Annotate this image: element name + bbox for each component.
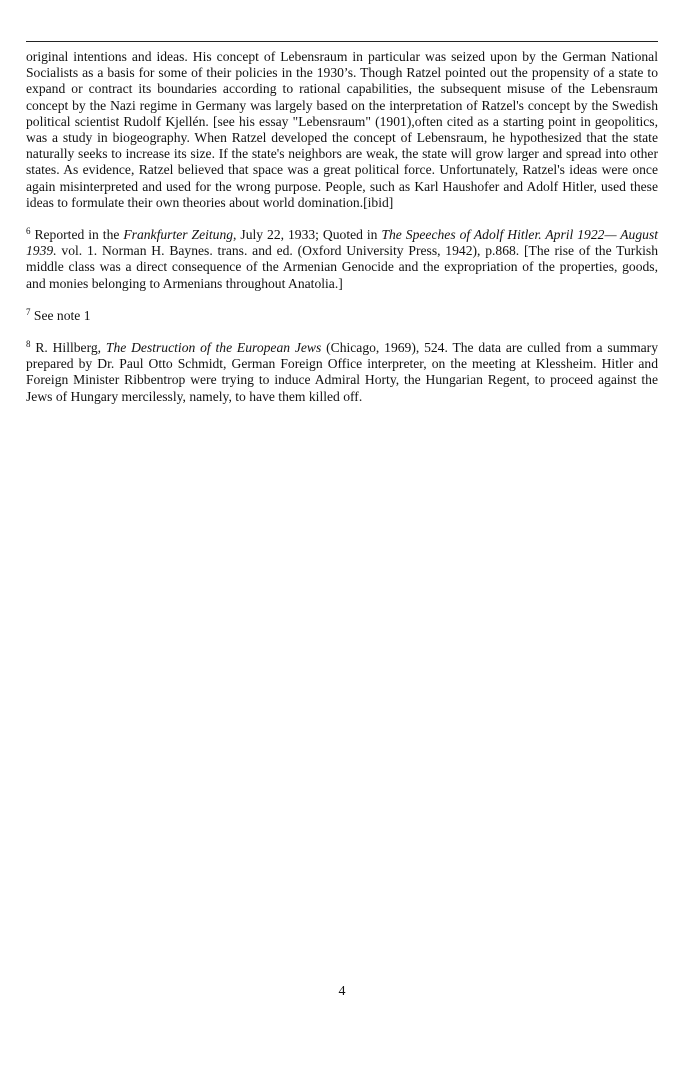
footnote-8-book-title: The Destruction of the European Jews: [105, 340, 322, 356]
footnote-6-marker: 6: [26, 226, 31, 237]
footnote-separator-rule: [26, 41, 658, 42]
footnote-7-text: See note 1: [30, 307, 91, 323]
document-page: [26, 0, 658, 1069]
footnote-6-text-a: Reported in the: [30, 227, 124, 243]
footnote-8-marker: 8: [26, 339, 31, 350]
footnote-6: [26, 227, 658, 292]
footnote-8-text-a: R. Hillberg,: [30, 340, 106, 356]
footnote-7-marker: 7: [26, 306, 31, 317]
footnotes-section: [26, 49, 658, 405]
footnote-8-text-b: (Chicago, 1969), 524. The data are culled from a summary prepared by Dr. Paul Otto Schmidt, German Foreign Office interpreter, on the meeting at Klessheim. Hitler and Foreign Minister Ribbentrop were trying to induce Admiral Horty, the Hungarian Regent, to proceed against the Jews of Hungary mercilessly, namely, to have them killed off.: [26, 340, 658, 404]
footnote-6-book-title: The Speeches of Adolf Hitler. April 1922— August 1939.: [26, 227, 659, 259]
footnote-6-text-b: , July 22, 1933; Quoted in: [233, 227, 382, 243]
footnote-6-text-c: vol. 1. Norman H. Baynes. trans. and ed. (Oxford University Press, 1942), p.868. [The rise of the Turkish middle class was a direct consequence of the Armenian Genocide and the expropriation of the properties, goods, and monies belonging to Armenians throughout Anatolia.]: [26, 243, 658, 291]
footnote-5-continued: original intentions and ideas. His concept of Lebensraum in particular was seized upon by the German National Socialists as a basis for some of their policies in the 1930’s. Though Ratzel pointed out the propensity of a state to expand or contract its boundaries according to rational capabilities, the subsequent misuse of the Lebensraum concept by the Nazi regime in Germany was largely based on the interpretation of Ratzel's concept by the Swedish political scientist Rudolf Kjellén. [see his essay "Lebensraum" (1901),often cited as a starting point in geopolitics, was a study in biogeography. When Ratzel developed the concept of Lebensraum, he hypothesized that the state naturally seeks to increase its size. If the state's neighbors are weak, the state will grow larger and spread into other states. As evidence, Ratzel believed that space was a great political force. Unfortunately, Ratzel's ideas were once again misinterpreted and used for the wrong purpose. People, such as Karl Haushofer and Adolf Hitler, used these ideas to formulate their own theories about world domination.[ibid]: [26, 49, 658, 210]
page-number: 4: [338, 984, 346, 999]
footnote-6-newspaper-title: Frankfurter Zeitung: [123, 227, 234, 243]
footnote-8: [26, 340, 658, 405]
footnote-7: [26, 308, 658, 324]
